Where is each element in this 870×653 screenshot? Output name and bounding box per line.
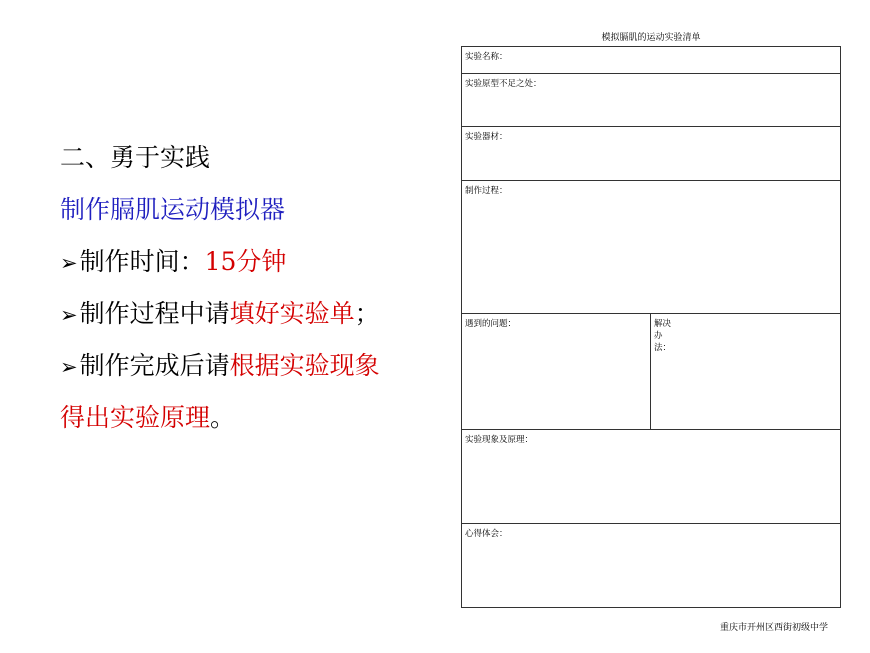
arrow-bullet-icon: ➢ bbox=[60, 355, 78, 379]
field-shortcoming[interactable] bbox=[462, 74, 840, 127]
field-label: 实验现象及原理： bbox=[465, 435, 534, 445]
bullet-highlight: 根据实验现象 bbox=[229, 351, 380, 380]
field-process[interactable] bbox=[462, 181, 840, 314]
field-solutions[interactable] bbox=[650, 314, 672, 429]
bullet-highlight: 15分钟 bbox=[204, 247, 287, 276]
worksheet-title: 模拟膈肌的运动实验清单 bbox=[601, 33, 701, 43]
practice-section bbox=[60, 132, 450, 444]
arrow-bullet-icon: ➢ bbox=[60, 303, 78, 327]
bullet-text: 制作时间： bbox=[79, 247, 205, 276]
bullet-text: 制作过程中请 bbox=[79, 299, 230, 328]
field-label: 解决办法： bbox=[654, 319, 672, 353]
bullet-highlight: 得出实验原理 bbox=[60, 403, 211, 432]
bullet-continuation bbox=[60, 392, 450, 444]
field-problems-solutions bbox=[462, 314, 840, 430]
activity-title: 制作膈肌运动模拟器 bbox=[60, 195, 286, 224]
field-phenomenon[interactable] bbox=[462, 430, 840, 524]
bullet-item-after bbox=[60, 340, 450, 392]
field-reflection[interactable] bbox=[462, 524, 840, 607]
worksheet-form bbox=[461, 46, 841, 608]
bullet-tail: ； bbox=[354, 299, 380, 328]
bullet-highlight: 填好实验单 bbox=[229, 299, 355, 328]
bullet-tail: 。 bbox=[210, 403, 236, 432]
field-name[interactable] bbox=[462, 47, 840, 74]
bullet-text: 制作完成后请 bbox=[79, 351, 230, 380]
school-name: 重庆市开州区西街初级中学 bbox=[719, 623, 828, 633]
field-label: 心得体会： bbox=[465, 529, 508, 539]
bullet-item-time bbox=[60, 236, 450, 288]
field-label: 实验名称： bbox=[465, 52, 508, 62]
bullet-item-process bbox=[60, 288, 450, 340]
arrow-bullet-icon: ➢ bbox=[60, 251, 78, 275]
section-heading: 二、勇于实践 bbox=[60, 143, 211, 172]
field-label: 实验器材： bbox=[465, 132, 508, 142]
field-label: 实验原型不足之处： bbox=[465, 79, 542, 89]
field-label: 遇到的问题： bbox=[465, 319, 517, 329]
field-label: 制作过程： bbox=[465, 186, 508, 196]
field-materials[interactable] bbox=[462, 127, 840, 181]
